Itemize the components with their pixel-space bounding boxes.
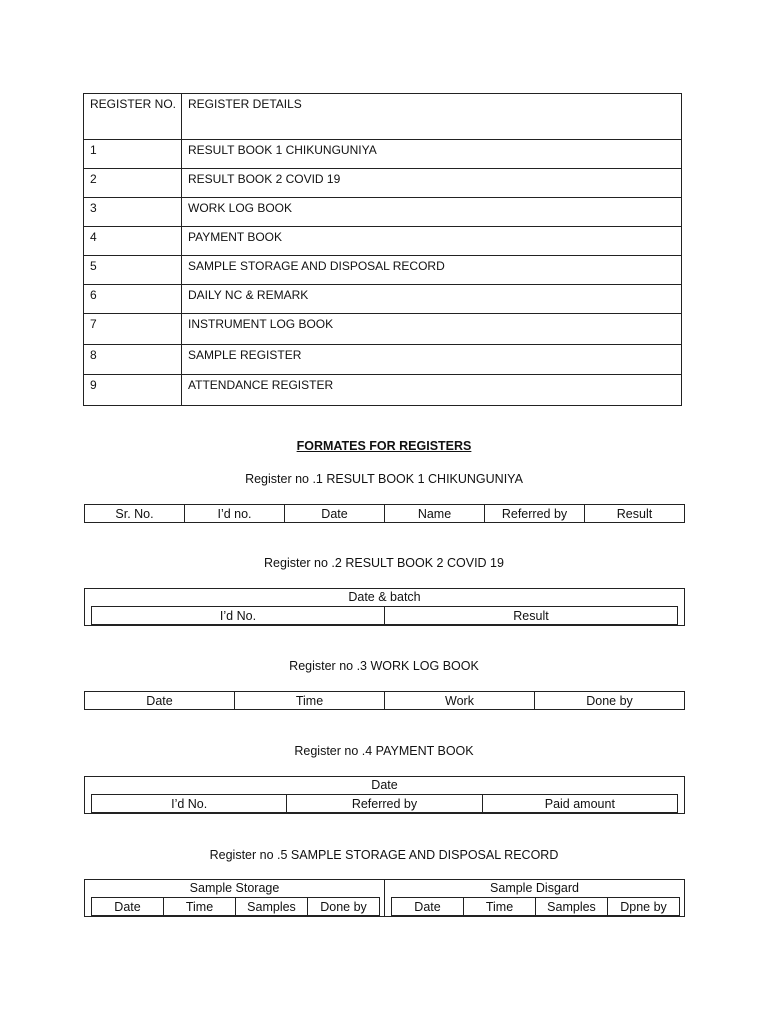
column-header: Referred by [287, 795, 482, 813]
column-header: Paid amount [482, 795, 677, 813]
table-row [84, 314, 682, 345]
sample-storage-columns [91, 897, 380, 916]
register-number-cell: 5 [84, 256, 182, 285]
group-header: Date [371, 778, 398, 792]
header-cell: REGISTER NO. [84, 94, 182, 140]
column-header: Result [585, 505, 685, 523]
column-header: Name [385, 505, 485, 523]
group-header: Date & batch [348, 590, 421, 604]
column-header: Date [85, 692, 235, 710]
group-header: Sample Storage [189, 881, 280, 895]
column-header: Time [164, 898, 236, 916]
header-cell: REGISTER DETAILS [182, 94, 682, 140]
column-header: I’d no. [185, 505, 285, 523]
register-details-cell: SAMPLE STORAGE AND DISPOSAL RECORD [182, 256, 682, 285]
table-row [84, 256, 682, 285]
sample-disgard-columns [391, 897, 680, 916]
column-header: Date [392, 898, 464, 916]
table-header-row [92, 795, 678, 813]
table-header-row [92, 607, 678, 625]
register-number-cell: 7 [84, 314, 182, 345]
table-row [84, 285, 682, 314]
column-header: Time [235, 692, 385, 710]
register-3-caption: Register no .3 WORK LOG BOOK [289, 659, 479, 673]
column-header: Done by [535, 692, 685, 710]
register-details-cell: ATTENDANCE REGISTER [182, 375, 682, 406]
column-header: Referred by [485, 505, 585, 523]
register-number-cell: 4 [84, 227, 182, 256]
register-number-cell: 6 [84, 285, 182, 314]
group-header: Sample Disgard [490, 881, 579, 895]
table-row [84, 227, 682, 256]
register-details-cell: RESULT BOOK 2 COVID 19 [182, 169, 682, 198]
register-2-caption: Register no .2 RESULT BOOK 2 COVID 19 [264, 556, 504, 570]
register-5-caption: Register no .5 SAMPLE STORAGE AND DISPOSAL RECORD [209, 848, 559, 862]
column-header: Samples [536, 898, 608, 916]
table-header-row [85, 692, 685, 710]
register-details-cell: PAYMENT BOOK [182, 227, 682, 256]
column-header: I’d No. [92, 795, 287, 813]
register-2-format-table [84, 588, 685, 626]
column-header: I’d No. [92, 607, 385, 625]
register-5-format-table [84, 879, 685, 917]
table-row [84, 140, 682, 169]
column-header: Samples [236, 898, 308, 916]
column-header: Time [464, 898, 536, 916]
column-header: Done by [308, 898, 380, 916]
register-details-cell: DAILY NC & REMARK [182, 285, 682, 314]
table-header-row [85, 505, 685, 523]
register-details-cell: SAMPLE REGISTER [182, 345, 682, 375]
column-header: Dpne by [608, 898, 680, 916]
column-header: Work [385, 692, 535, 710]
table-header-row [92, 898, 380, 916]
register-number-cell: 3 [84, 198, 182, 227]
column-header: Date [92, 898, 164, 916]
table-row [84, 169, 682, 198]
register-details-cell: WORK LOG BOOK [182, 198, 682, 227]
table-header-row [84, 94, 682, 140]
section-title: FORMATES FOR REGISTERS [296, 439, 472, 453]
register-3-format-table [84, 691, 685, 710]
column-header: Result [385, 607, 678, 625]
register-1-format-table [84, 504, 685, 523]
register-4-columns [91, 794, 678, 813]
register-details-cell: INSTRUMENT LOG BOOK [182, 314, 682, 345]
table-row [84, 345, 682, 375]
sample-storage-group [84, 879, 385, 917]
column-header: Sr. No. [85, 505, 185, 523]
register-2-columns [91, 606, 678, 625]
table-header-row [392, 898, 680, 916]
register-details-cell: RESULT BOOK 1 CHIKUNGUNIYA [182, 140, 682, 169]
register-4-caption: Register no .4 PAYMENT BOOK [294, 744, 474, 758]
register-4-format-table [84, 776, 685, 814]
sample-disgard-group [384, 879, 685, 917]
table-row [84, 198, 682, 227]
register-number-cell: 2 [84, 169, 182, 198]
register-number-cell: 1 [84, 140, 182, 169]
column-header: Date [285, 505, 385, 523]
register-number-cell: 8 [84, 345, 182, 375]
register-1-caption: Register no .1 RESULT BOOK 1 CHIKUNGUNIYA [245, 472, 523, 486]
table-row [84, 375, 682, 406]
register-number-cell: 9 [84, 375, 182, 406]
register-index-table [83, 93, 682, 406]
